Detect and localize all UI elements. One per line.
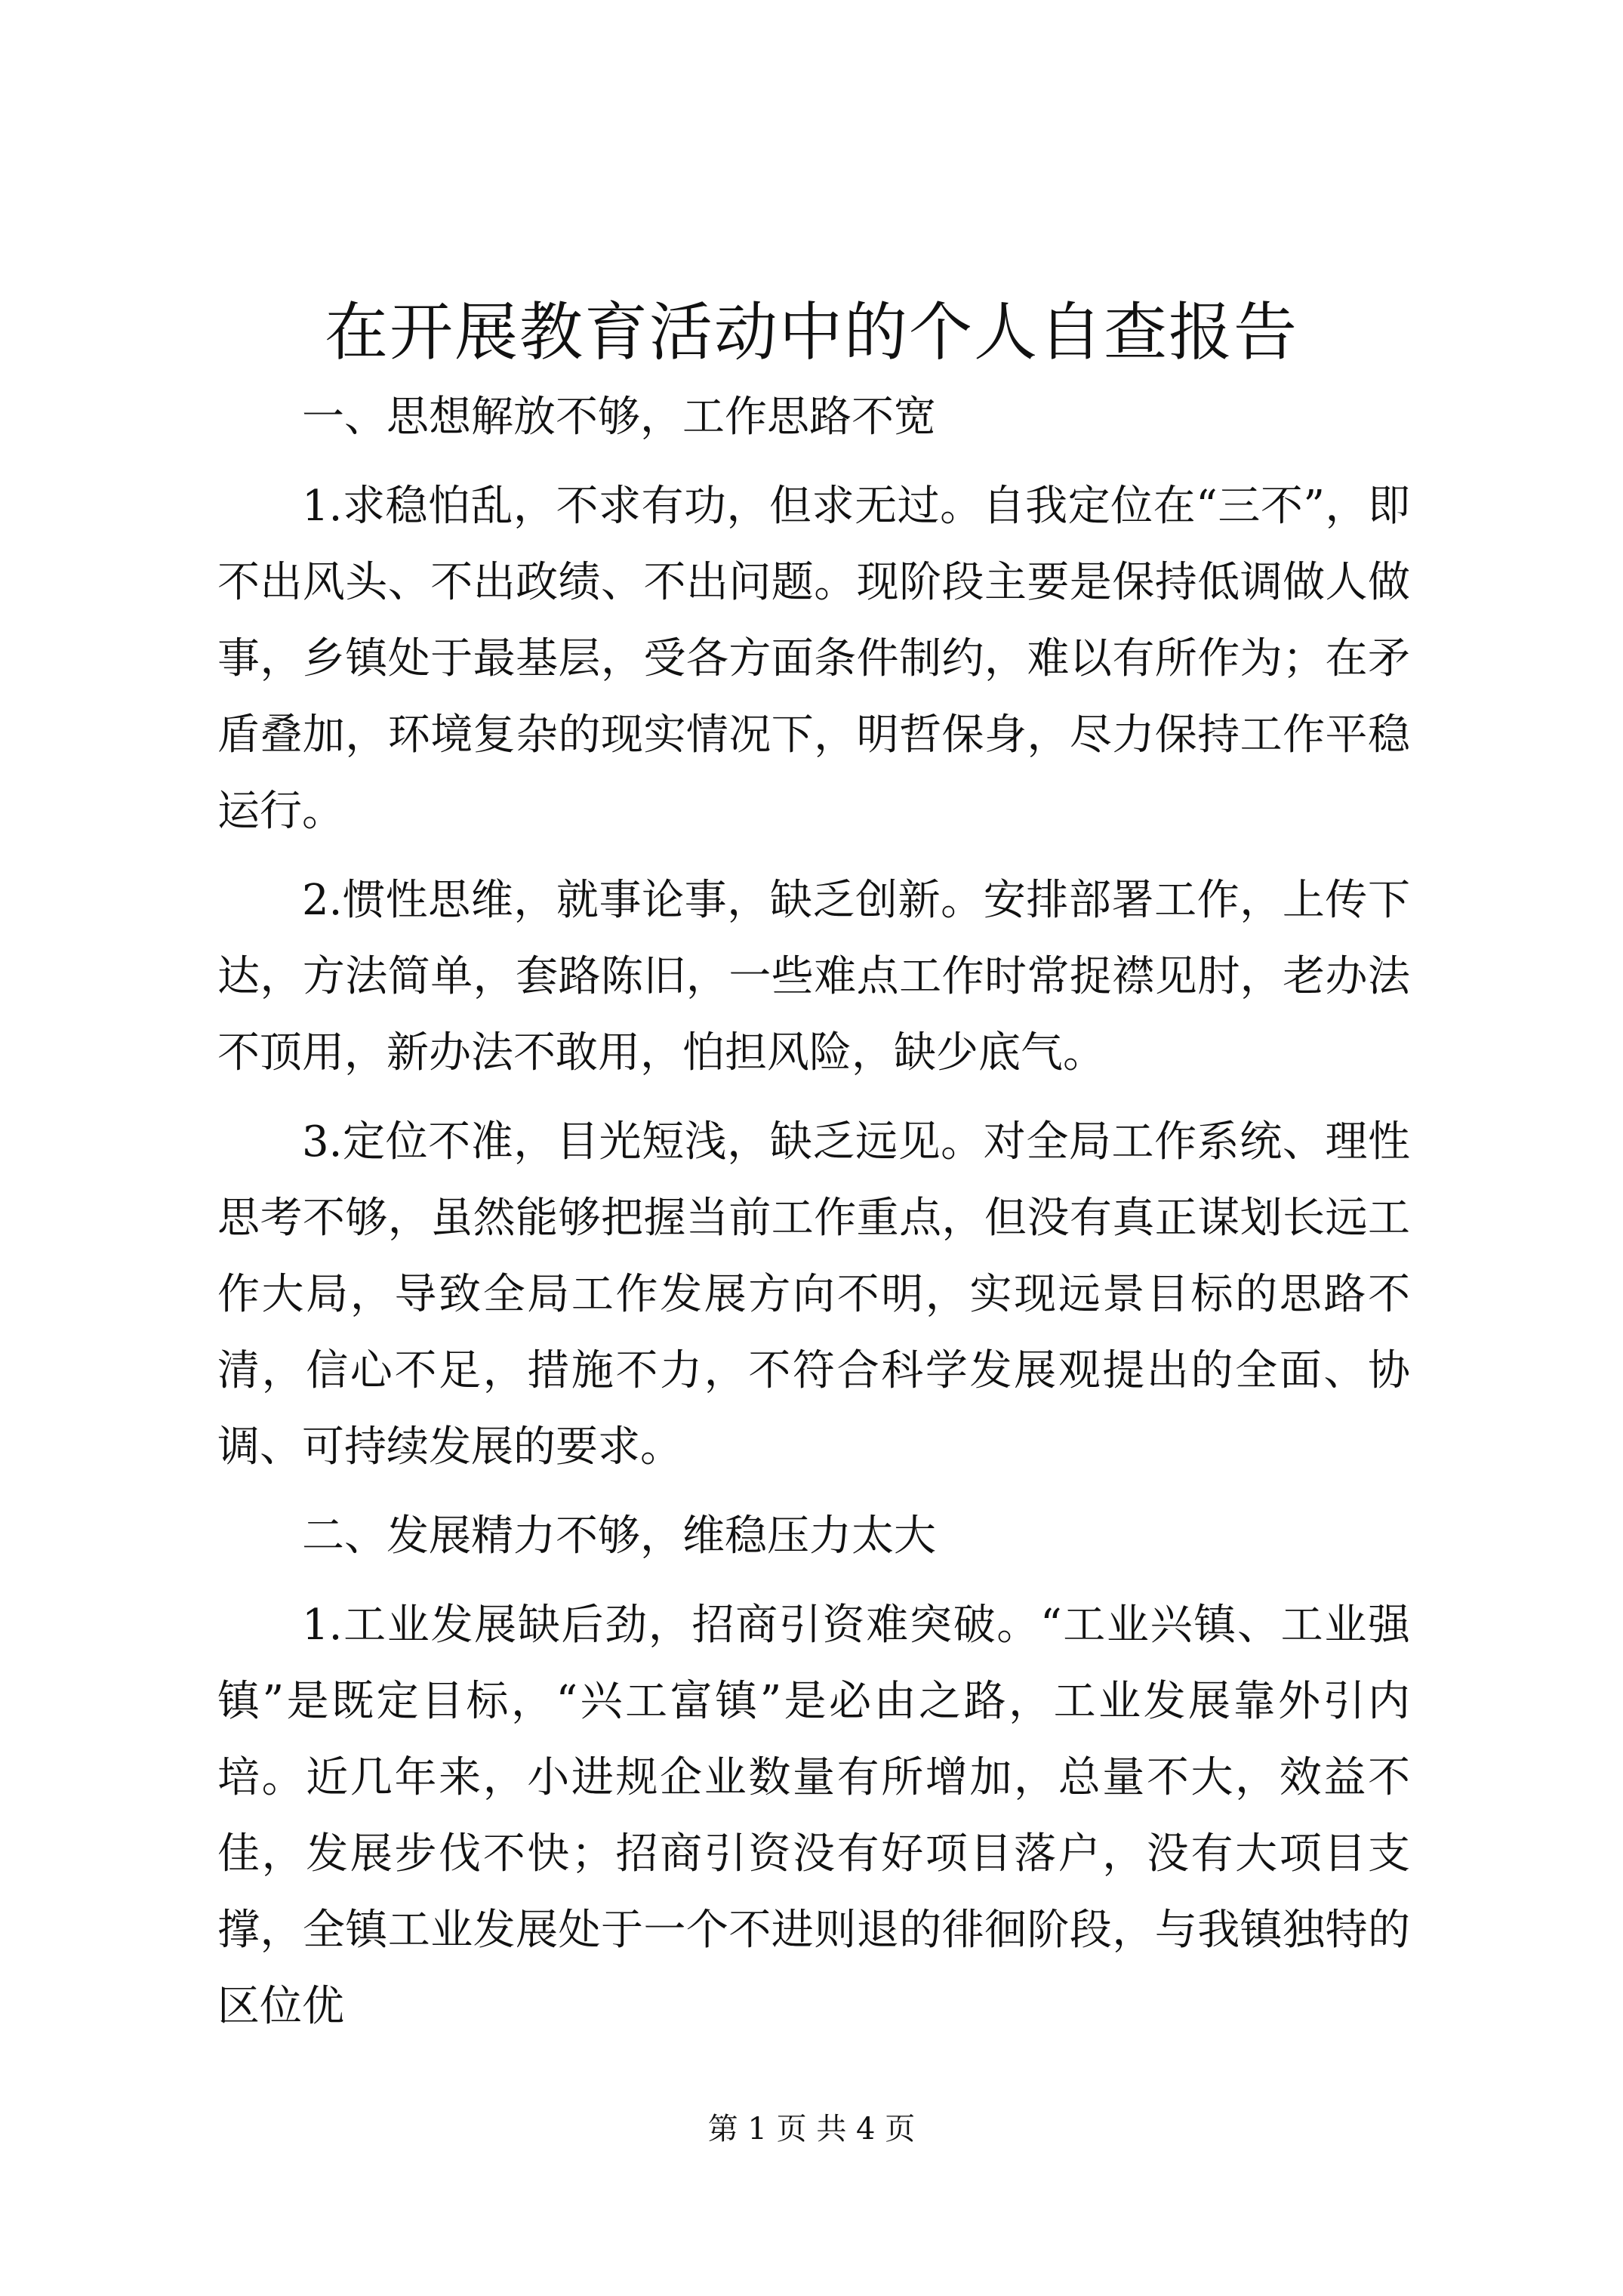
paragraph: 2.惯性思维，就事论事，缺乏创新。安排部署工作，上传下达，方法简单，套路陈旧，一些难点工作时常捉襟见肘，老办法不顶用，新办法不敢用，怕担风险，缺少底气。 xyxy=(217,876,1410,1077)
paragraph: 1.工业发展缺后劲，招商引资难突破。“工业兴镇、工业强镇”是既定目标，“兴工富镇”是必由之路，工业发展靠外引内培。近几年来，小进规企业数量有所增加，总量不大，效益不佳，发展步伐不快；招商引资没有好项目落户，没有大项目支撑，全镇工业发展处于一个不进则退的徘徊阶段，与我镇独特的区位优 xyxy=(217,1601,1410,2031)
paragraph: 3.定位不准，目光短浅，缺乏远见。对全局工作系统、理性思考不够，虽然能够把握当前工作重点，但没有真正谋划长远工作大局，导致全局工作发展方向不明，实现远景目标的思路不清，信心不足，措施不力，不符合科学发展观提出的全面、协调、可持续发展的要求。 xyxy=(217,1117,1410,1472)
document-body xyxy=(217,379,1410,2045)
document-title: 在开展教育活动中的个人自查报告 xyxy=(324,295,1298,369)
page-footer: 第 1 页 共 4 页 xyxy=(707,2112,916,2147)
section-heading: 一、思想解放不够，工作思路不宽 xyxy=(302,393,936,442)
paragraph: 1.求稳怕乱，不求有功，但求无过。自我定位在“三不”，即不出风头、不出政绩、不出问题。现阶段主要是保持低调做人做事，乡镇处于最基层，受各方面条件制约，难以有所作为；在矛盾叠加，环境复杂的现实情况下，明哲保身，尽力保持工作平稳运行。 xyxy=(217,482,1410,836)
section-heading: 二、发展精力不够，维稳压力太大 xyxy=(302,1512,936,1561)
